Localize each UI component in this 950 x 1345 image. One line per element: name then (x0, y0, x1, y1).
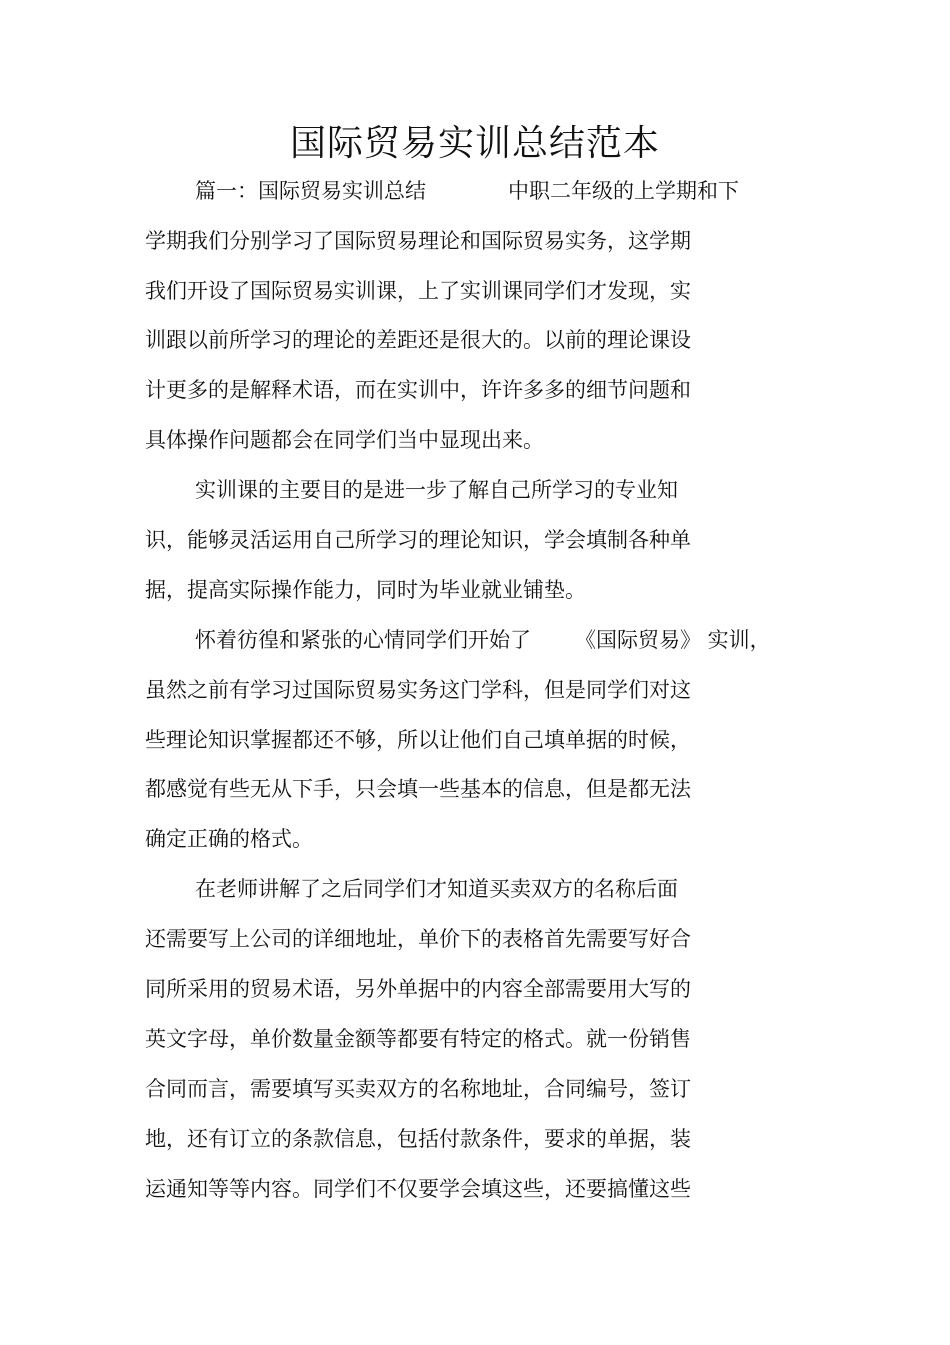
paragraph-line: 训跟以前所学习的理论的差距还是很大的。以前的理论课设 (145, 328, 691, 352)
paragraph-line: 虽然之前有学习过国际贸易实务这门学科，但是同学们对这 (145, 678, 691, 702)
paragraph-line (195, 625, 771, 655)
paragraph-line: 都感觉有些无从下手，只会填一些基本的信息，但是都无法 (145, 777, 691, 801)
paragraph-line: 地，还有订立的条款信息，包括付款条件，要求的单据，装 (145, 1127, 691, 1151)
paragraph-line: 我们开设了国际贸易实训课，上了实训课同学们才发现，实 (145, 279, 691, 303)
paragraph-text: 怀着彷徨和紧张的心情同学们开始了 (195, 628, 531, 652)
paragraph-line: 识，能够灵活运用自己所学习的理论知识，学会填制各种单 (145, 528, 691, 552)
paragraph-line: 些理论知识掌握都还不够，所以让他们自己填单据的时候， (145, 728, 691, 752)
book-title-text: 《国际贸易》 实训， (575, 628, 771, 652)
paragraph-line: 具体操作问题都会在同学们当中显现出来。 (145, 428, 544, 452)
paragraph-line: 运通知等等内容。同学们不仅要学会填这些，还要搞懂这些 (145, 1177, 691, 1201)
paragraph-line: 英文字母，单价数量金额等都要有特定的格式。就一份销售 (145, 1027, 691, 1051)
paragraph-line: 合同而言，需要填写买卖双方的名称地址，合同编号，签订 (145, 1077, 691, 1101)
paragraph-line: 确定正确的格式。 (145, 827, 313, 851)
paragraph-line: 据，提高实际操作能力，同时为毕业就业铺垫。 (145, 578, 586, 602)
section-heading-line (195, 176, 739, 206)
paragraph-line: 实训课的主要目的是进一步了解自己所学习的专业知 (195, 478, 678, 502)
section-heading-continuation: 中职二年级的上学期和下 (508, 179, 739, 203)
section-heading-label: 篇一：国际贸易实训总结 (195, 179, 426, 203)
paragraph-line: 计更多的是解释术语，而在实训中，许许多多的细节问题和 (145, 378, 691, 402)
paragraph-line: 同所采用的贸易术语，另外单据中的内容全部需要用大写的 (145, 977, 691, 1001)
document-title: 国际贸易实训总结范本 (289, 123, 660, 164)
paragraph-line: 学期我们分别学习了国际贸易理论和国际贸易实务，这学期 (145, 229, 691, 253)
paragraph-line: 在老师讲解了之后同学们才知道买卖双方的名称后面 (195, 877, 678, 901)
paragraph-line: 还需要写上公司的详细地址，单价下的表格首先需要写好合 (145, 927, 691, 951)
